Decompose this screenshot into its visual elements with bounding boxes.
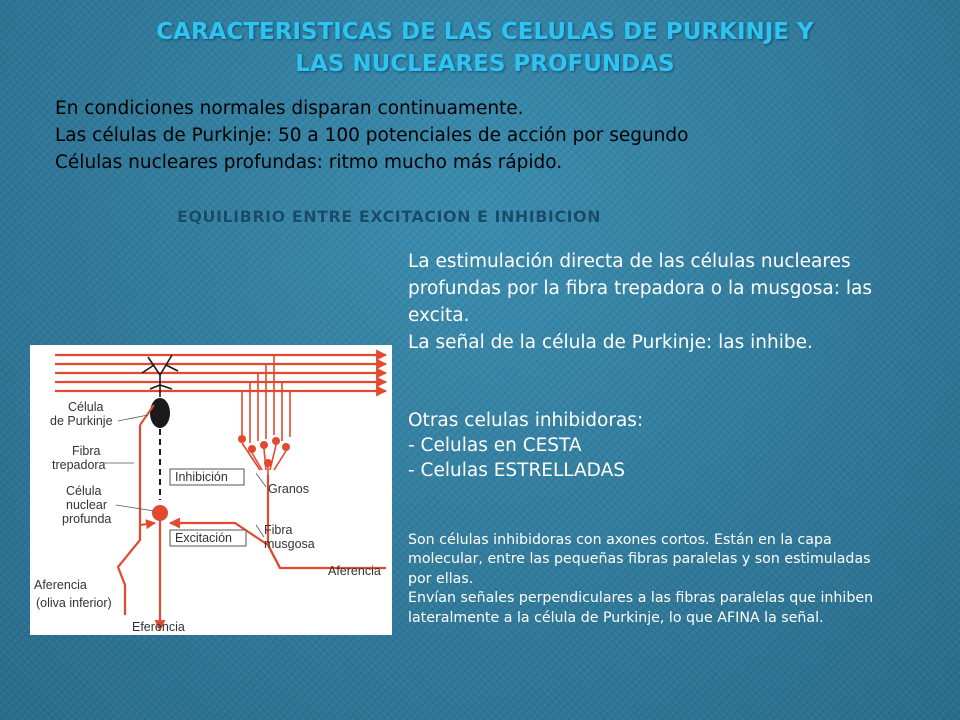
granule-cell: [248, 445, 256, 453]
description-line-5: lateralmente a la célula de Purkinje, lo que AFINA la señal.: [408, 609, 824, 626]
label-eferencia: Eferencia: [132, 620, 185, 634]
circuit-svg: [30, 345, 392, 635]
intro-line-3: Células nucleares profundas: ritmo mucho más rápido.: [55, 152, 563, 173]
label-fibra: Fibra: [72, 444, 101, 458]
granule-cell: [282, 443, 290, 451]
granule-cell: [260, 441, 268, 449]
label-de-purkinje: de Purkinje: [50, 414, 113, 428]
purkinje-soma: [150, 398, 170, 428]
description-line-4: Envían señales perpendiculares a las fibras paralelas que inhiben: [408, 590, 874, 607]
label-oliva: (oliva inferior): [36, 596, 112, 610]
stimulation-paragraph: [408, 248, 928, 356]
section-subheading: EQUILIBRIO ENTRE EXCITACION E INHIBICION: [177, 207, 602, 226]
granule-axons: [242, 355, 290, 443]
label-trepadora: trepadora: [52, 458, 106, 472]
label-aferencia-left: Aferencia: [34, 578, 87, 592]
label-aferencia-right: Aferencia: [328, 564, 381, 578]
description-line-2: molecular, entre las pequeñas fibras paralelas y son estimuladas: [408, 551, 871, 568]
cerebellar-circuit-diagram: [30, 345, 392, 635]
stimulation-line-1: La estimulación directa de las células nucleares: [408, 251, 851, 272]
description-line-3: por ellas.: [408, 570, 474, 587]
stimulation-line-2: profundas por la fibra trepadora o la musgosa: las: [408, 278, 872, 299]
inhibitory-heading: Otras celulas inhibidoras:: [408, 410, 644, 431]
description-line-1: Son células inhibidoras con axones cortos. Están en la capa: [408, 532, 832, 548]
stimulation-line-4: La señal de la célula de Purkinje: las inhibe.: [408, 332, 813, 353]
inhibitory-item-stellate: - Celulas ESTRELLADAS: [408, 460, 626, 481]
intro-text: [55, 95, 688, 176]
title-line-2: LAS NUCLEARES PROFUNDAS: [295, 51, 675, 77]
label-musgosa: musgosa: [264, 537, 315, 551]
label-celula: Célula: [68, 400, 104, 414]
deep-nuclear-cell: [153, 506, 167, 520]
label-fibra-2: Fibra: [264, 523, 293, 537]
granule-cell: [238, 435, 246, 443]
inhibitory-item-basket: - Celulas en CESTA: [408, 435, 582, 456]
label-granos: Granos: [268, 482, 309, 496]
parallel-fibers: [55, 355, 386, 391]
label-nuclear: nuclear: [66, 498, 107, 512]
description-paragraph: [408, 531, 943, 628]
title-line-1: CARACTERISTICAS DE LAS CELULAS DE PURKINJE Y: [156, 19, 814, 45]
inhibitory-cells-list: [408, 408, 928, 483]
label-excitacion: Excitación: [175, 531, 232, 545]
label-profunda: profunda: [62, 512, 112, 526]
slide-title: [60, 16, 910, 80]
label-inhibicion: Inhibición: [175, 470, 228, 484]
label-celula-2: Célula: [66, 484, 102, 498]
intro-line-2: Las células de Purkinje: 50 a 100 potenciales de acción por segundo: [55, 125, 689, 146]
stimulation-line-3: excita.: [408, 305, 470, 326]
climbing-fiber: [118, 425, 140, 615]
granule-cell: [272, 437, 280, 445]
intro-line-1: En condiciones normales disparan continuamente.: [55, 98, 524, 119]
